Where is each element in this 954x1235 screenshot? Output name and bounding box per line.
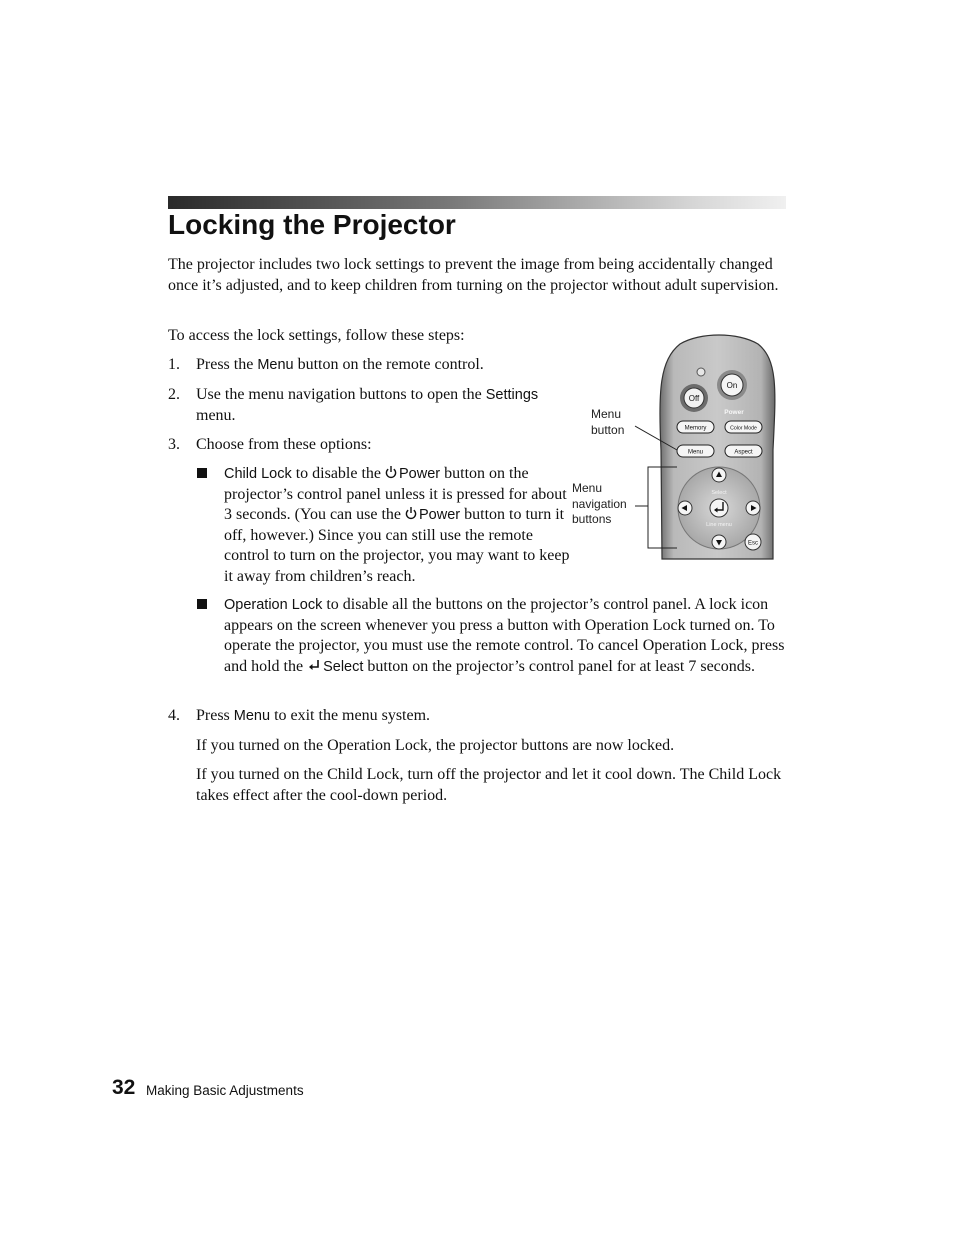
bullet-square bbox=[197, 468, 207, 478]
svg-text:Color Mode: Color Mode bbox=[730, 425, 757, 432]
step-4: Press Menu to exit the menu system. bbox=[196, 707, 431, 724]
off-button bbox=[680, 384, 708, 412]
power-icon bbox=[405, 506, 417, 520]
power-label: Power bbox=[724, 409, 744, 416]
access-line: To access the lock settings, follow these steps: bbox=[168, 327, 465, 344]
step-4-number: 4. bbox=[168, 707, 180, 724]
step-3-number: 3. bbox=[168, 436, 180, 453]
menu-key-label: Menu bbox=[257, 357, 294, 373]
nav-down-button bbox=[712, 535, 726, 549]
select-icon bbox=[307, 659, 321, 673]
svg-text:On: On bbox=[726, 381, 738, 390]
note-operation-lock: If you turned on the Operation Lock, the projector buttons are now locked. bbox=[196, 737, 675, 754]
power-icon bbox=[385, 465, 397, 479]
operation-lock-label: Operation Lock bbox=[224, 597, 323, 613]
svg-text:Memory: Memory bbox=[684, 425, 707, 432]
step-2: Use the menu navigation buttons to open the Settings menu. bbox=[196, 386, 539, 424]
svg-text:Esc: Esc bbox=[747, 540, 759, 547]
memory-button bbox=[677, 421, 714, 433]
settings-key-label: Settings bbox=[485, 387, 539, 403]
menu-button bbox=[677, 445, 714, 457]
on-button bbox=[717, 370, 747, 400]
indicator-light bbox=[697, 368, 705, 376]
callout-menu-button: Menu button bbox=[591, 407, 625, 437]
step-1: Press the Menu button on the remote control. bbox=[196, 356, 484, 373]
step-2-number: 2. bbox=[168, 386, 180, 403]
color-mode-button bbox=[725, 421, 762, 433]
svg-text:Menu: Menu bbox=[687, 449, 704, 456]
menu-key-label: Menu bbox=[233, 708, 271, 724]
intro-paragraph: The projector includes two lock settings to prevent the image from being accidentally changed once it’s adjusted, and to keep children from turning on the projector without adult supervision. bbox=[168, 256, 779, 294]
aspect-button bbox=[725, 445, 762, 457]
step-1-number: 1. bbox=[168, 356, 180, 373]
callout-nav-buttons: Menu navigation buttons bbox=[572, 481, 627, 526]
remote-control-illustration bbox=[560, 330, 790, 565]
nav-right-button bbox=[746, 501, 760, 515]
svg-text:Select: Select bbox=[711, 490, 727, 496]
bullet-square bbox=[197, 599, 207, 609]
nav-up-button bbox=[712, 468, 726, 482]
svg-text:Line menu: Line menu bbox=[706, 522, 732, 528]
note-child-lock: If you turned on the Child Lock, turn off the projector and let it cool down. The Child Lock takes effect after the cool-down period. bbox=[196, 766, 782, 804]
svg-text:Off: Off bbox=[688, 394, 700, 403]
nav-left-button bbox=[678, 501, 692, 515]
esc-button bbox=[745, 534, 761, 550]
child-lock-label: Child Lock bbox=[224, 466, 292, 482]
child-lock-option: Child Lock to disable the Power button on the projector’s control panel unless it is pressed for about 3 seconds. (You can use the Power button to turn it off, however.) Since you can still use the remote control to turn on the projector, you may want to keep it away from children’s reach. bbox=[224, 465, 570, 585]
page-title: Locking the Projector bbox=[168, 209, 456, 240]
step-3: Choose from these options: bbox=[196, 436, 372, 453]
page-number: 32 bbox=[112, 1076, 136, 1099]
section-footer-title: Making Basic Adjustments bbox=[146, 1083, 304, 1098]
svg-text:Aspect: Aspect bbox=[734, 449, 753, 456]
operation-lock-option: Operation Lock to disable all the buttons on the projector’s control panel. A lock icon appears on the screen whenever you press a button with Operation Lock turned on. To operate the projector, you must use the remote control. To cancel Operation Lock, press and hold the Select button on the projector’s control panel for at least 7 seconds. bbox=[224, 596, 785, 675]
